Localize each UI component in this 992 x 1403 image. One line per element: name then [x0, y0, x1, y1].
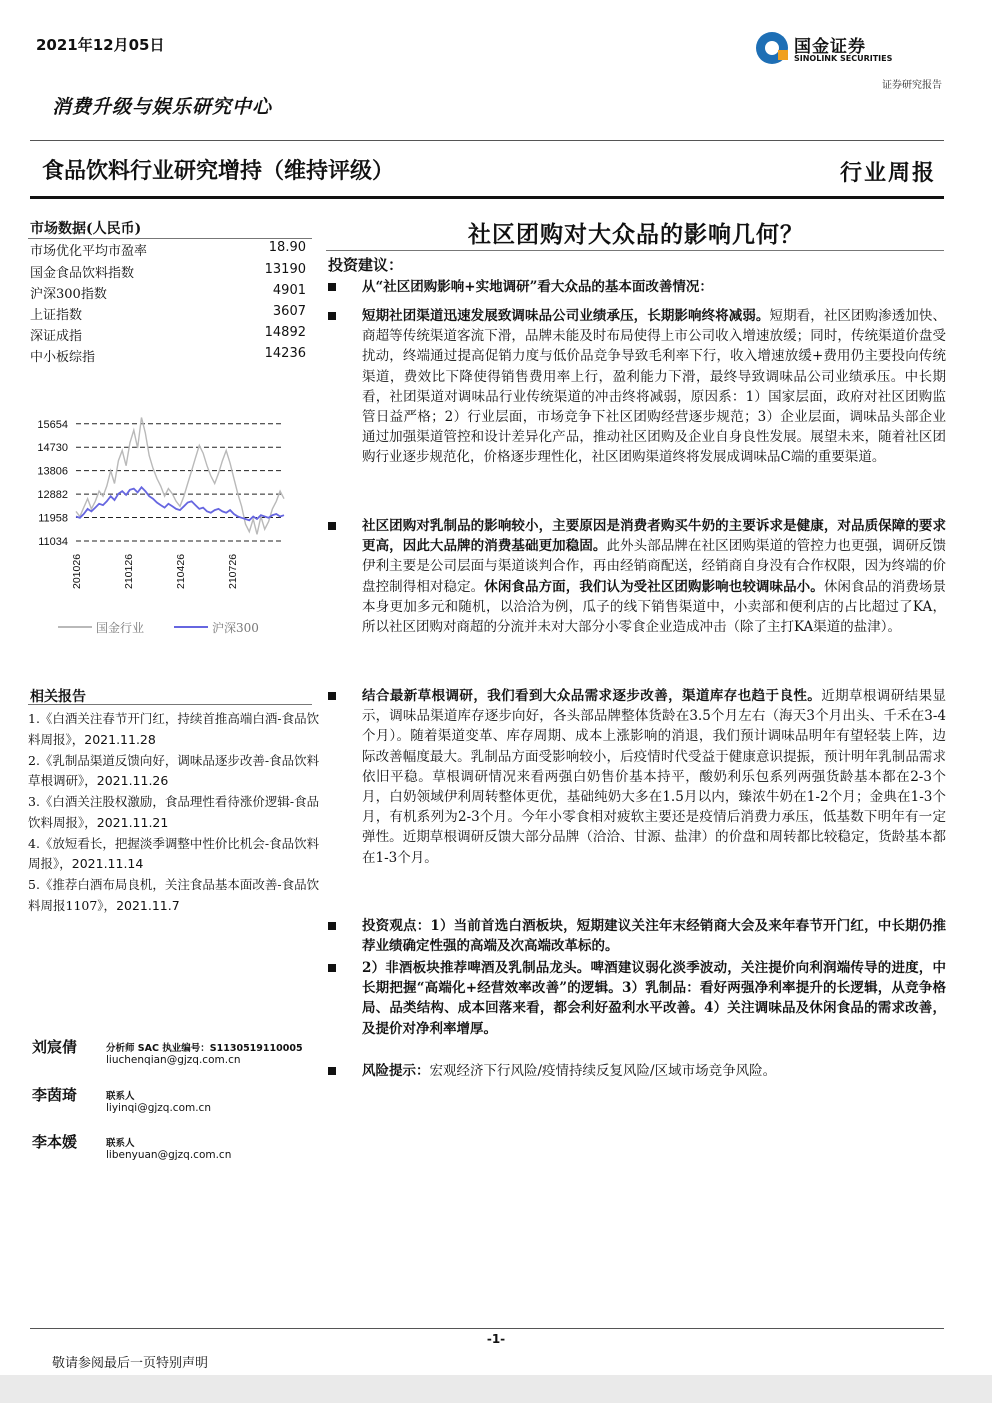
market-value: 3607: [272, 304, 306, 319]
related-report-item[interactable]: 1.《白酒关注春节开门红，持续首推高端白酒-食品饮料周报》，2021.11.28: [28, 711, 320, 747]
logo-accent-icon: [778, 50, 788, 60]
market-value: 4901: [272, 283, 306, 298]
bullet-icon: [328, 283, 336, 291]
report-title: 社区团购对大众品的影响几何？: [468, 221, 804, 248]
y-tick-label: 13806: [37, 465, 68, 478]
y-tick-label: 12882: [37, 489, 68, 502]
bullet-paragraph: 结合最新草根调研，我们看到大众品需求逐步改善，渠道库存也趋于良性。近期草根调研结果显示，调味品渠道库存逐步向好，各头部品牌整体货龄在3.5个月左右（海天3个月出头、千禾在3-4个月）。随着渠道变革、库存周期、成本上涨影响的消退，我们预计调味品明年有望轻装上阵，边际改善幅度最大。乳制品方面受影响较小，后疫情时代受益于健康意识提振，预计明年乳制品需求依旧平稳。草根调研情况来看两强白奶售价基本持平，酸奶利乐包系列两强货龄基本都在2-3个月，白奶领域伊利周转整体更优，基础纯奶大多在1.5月以内，臻浓牛奶在1-2个月；金典在1-3个月，有机系列为2-3个月。今年小零食相对疲软主要还是疫情后消费力承压，低基数下明年有一定弹性。近期草根调研反馈大部分品牌（洽洽、甘源、盐津）的价盘和周转都比较稳定，货龄基本都在1-3个月。: [326, 686, 946, 868]
market-label: 中小板综指: [30, 350, 96, 365]
x-tick-label: 201026: [71, 553, 83, 589]
footer-band: [0, 1375, 992, 1403]
divider: [30, 1328, 944, 1329]
related-report-item[interactable]: 4.《放短看长，把握淡季调整中性价比机会-食品饮料周报》，2021.11.14: [28, 835, 320, 871]
divider: [28, 238, 312, 239]
market-data-title: 市场数据(人民币): [30, 221, 142, 237]
analyst-email[interactable]: liyinqi@gjzq.com.cn: [106, 1102, 211, 1114]
x-tick-label: 210426: [175, 553, 187, 589]
logo-english: SINOLINK SECURITIES: [794, 54, 893, 63]
market-row: [30, 325, 306, 346]
market-row: [30, 346, 306, 367]
analyst-name: 李本媛: [32, 1133, 78, 1151]
series-line-hs300: [76, 487, 284, 520]
invest-heading: 投资建议：: [328, 256, 404, 274]
market-value: 13190: [264, 262, 306, 277]
bullet-paragraph: 风险提示：宏观经济下行风险/疫情持续反复风险/区域市场竞争风险。: [326, 1061, 946, 1081]
y-tick-label: 15654: [37, 418, 68, 431]
market-label: 上证指数: [30, 308, 83, 323]
analyst-role: 分析师 SAC 执业编号：S1130519110005: [106, 1043, 303, 1054]
market-row: [30, 304, 306, 325]
x-tick-label: 210126: [123, 553, 135, 589]
y-tick-label: 11958: [38, 512, 68, 525]
page-number: -1-: [486, 1332, 506, 1346]
disclaimer-note: 敬请参阅最后一页特别声明: [52, 1356, 209, 1371]
divider-thick: [30, 196, 944, 199]
bullet-paragraph: 短期社团渠道迅速发展致调味品公司业绩承压，长期影响终将减弱。短期看，社区团购渗透加快、商超等传统渠道客流下滑，品牌未能及时布局使得上市公司收入增速放缓；同时，传统渠道价盘受扰动，终端通过提高促销力度与低价品竞争导致毛利率下行，收入增速放缓+费用仍主要投向传统渠道，费效比下降使得销售费用率上行，盈利能力下滑，最终导致调味品公司业绩承压。中长期看，社团渠道对调味品行业传统渠道的冲击终将减弱，原因系：1）国家层面，政府对社区团购监管日益严格；2）行业层面，市场竞争下社区团购经营逐步规范；3）企业层面，调味品头部企业通过加强渠道管控和设计差异化产品，推动社区团购及企业自身良性发展。展望未来，随着社区团购行业逐步规范化，价格逐步理性化，社区团购渠道终将发展成调味品C端的重要渠道。: [326, 306, 946, 468]
divider: [30, 140, 944, 141]
bullet-icon: [328, 692, 336, 700]
bullet-icon: [328, 964, 336, 972]
market-label: 沪深300指数: [30, 287, 107, 302]
bullet-icon: [328, 922, 336, 930]
related-reports-list: [28, 709, 320, 917]
company-logo: [756, 32, 906, 66]
related-reports-title: 相关报告: [30, 689, 86, 705]
related-report-item[interactable]: 2.《乳制品渠道反馈向好，调味品逐步改善-食品饮料草根调研》，2021.11.26: [28, 752, 320, 788]
analyst-email[interactable]: libenyuan@gjzq.com.cn: [106, 1149, 232, 1161]
divider: [326, 250, 944, 251]
analyst-role: 联系人: [106, 1091, 135, 1102]
market-row: [30, 262, 306, 283]
analyst-role: 联系人: [106, 1138, 135, 1149]
market-row: [30, 283, 306, 304]
analyst-email[interactable]: liuchenqian@gjzq.com.cn: [106, 1054, 241, 1066]
bullet-paragraph: 2）非酒板块推荐啤酒及乳制品龙头。啤酒建议弱化淡季波动，关注提价向利润端传导的进度，中长期把握“高端化+经营效率改善”的逻辑。3）乳制品：看好两强净利率提升的长逻辑，从竞争格局、品类结构、成本回落来看，都会利好盈利水平改善。4）关注调味品及休闲食品的需求改善，及提价对净利率增厚。: [326, 958, 946, 1039]
bullet-paragraph: 投资观点：1）当前首选白酒板块，短期建议关注年末经销商大会及来年春节开门红，中长期仍推荐业绩确定性强的高端及次高端改革标的。: [326, 916, 946, 956]
legend-label: 沪深300: [212, 621, 259, 635]
bullet-icon: [328, 312, 336, 320]
analyst-name: 李茵琦: [32, 1086, 78, 1104]
department: 消费升级与娱乐研究中心: [52, 96, 273, 118]
market-label: 深证成指: [30, 329, 83, 344]
market-value: 18.90: [268, 240, 306, 255]
logo-name: 国金证券: [794, 37, 866, 57]
bullet-paragraph: 从“社区团购影响+实地调研”看大众品的基本面改善情况：: [326, 277, 946, 297]
report-type: 行业周报: [839, 160, 936, 186]
report-date: 2021年12月05日: [36, 36, 165, 54]
analyst-name: 刘宸倩: [32, 1038, 78, 1056]
bullet-icon: [328, 522, 336, 530]
industry-rating: 食品饮料行业研究增持（维持评级）: [42, 159, 395, 184]
market-value: 14236: [264, 346, 306, 361]
market-label: 市场优化平均市盈率: [30, 244, 148, 259]
y-tick-label: 14730: [37, 442, 68, 455]
legend-label: 国金行业: [96, 621, 145, 635]
market-value: 14892: [264, 325, 306, 340]
bullet-paragraph: 社区团购对乳制品的影响较小，主要原因是消费者购买牛奶的主要诉求是健康，对品质保障的要求更高，因此大品牌的消费基础更加稳固。此外头部品牌在社区团购渠道的管控力也更强，调研反馈伊利主要是公司层面与渠道谈判合作，再由经销商配送，经销商自身没有合作权限，因为终端的价盘控制得相对稳定。休闲食品方面，我们认为受社区团购影响也较调味品小。休闲食品的消费场景本身更加多元和随机，以洽洽为例，瓜子的线下销售渠道中，小卖部和便利店的占比超过了KA，所以社区团购对商超的分流并未对大部分小零食企业造成冲击（除了主打KA渠道的盐津）。: [326, 516, 946, 637]
x-tick-label: 210726: [227, 553, 239, 589]
related-report-item[interactable]: 3.《白酒关注股权激励，食品理性看待涨价逻辑-食品饮料周报》，2021.11.21: [28, 794, 320, 830]
bullet-icon: [328, 1067, 336, 1075]
index-line-chart: [28, 405, 318, 655]
related-report-item[interactable]: 5.《推荐白酒布局良机，关注食品基本面改善-食品饮料周报1107》，2021.11.7: [28, 877, 320, 913]
market-label: 国金食品饮料指数: [30, 266, 135, 281]
divider: [28, 704, 312, 705]
market-row: [30, 240, 306, 261]
y-tick-label: 11034: [38, 536, 68, 548]
doc-type: 证券研究报告: [882, 80, 942, 91]
